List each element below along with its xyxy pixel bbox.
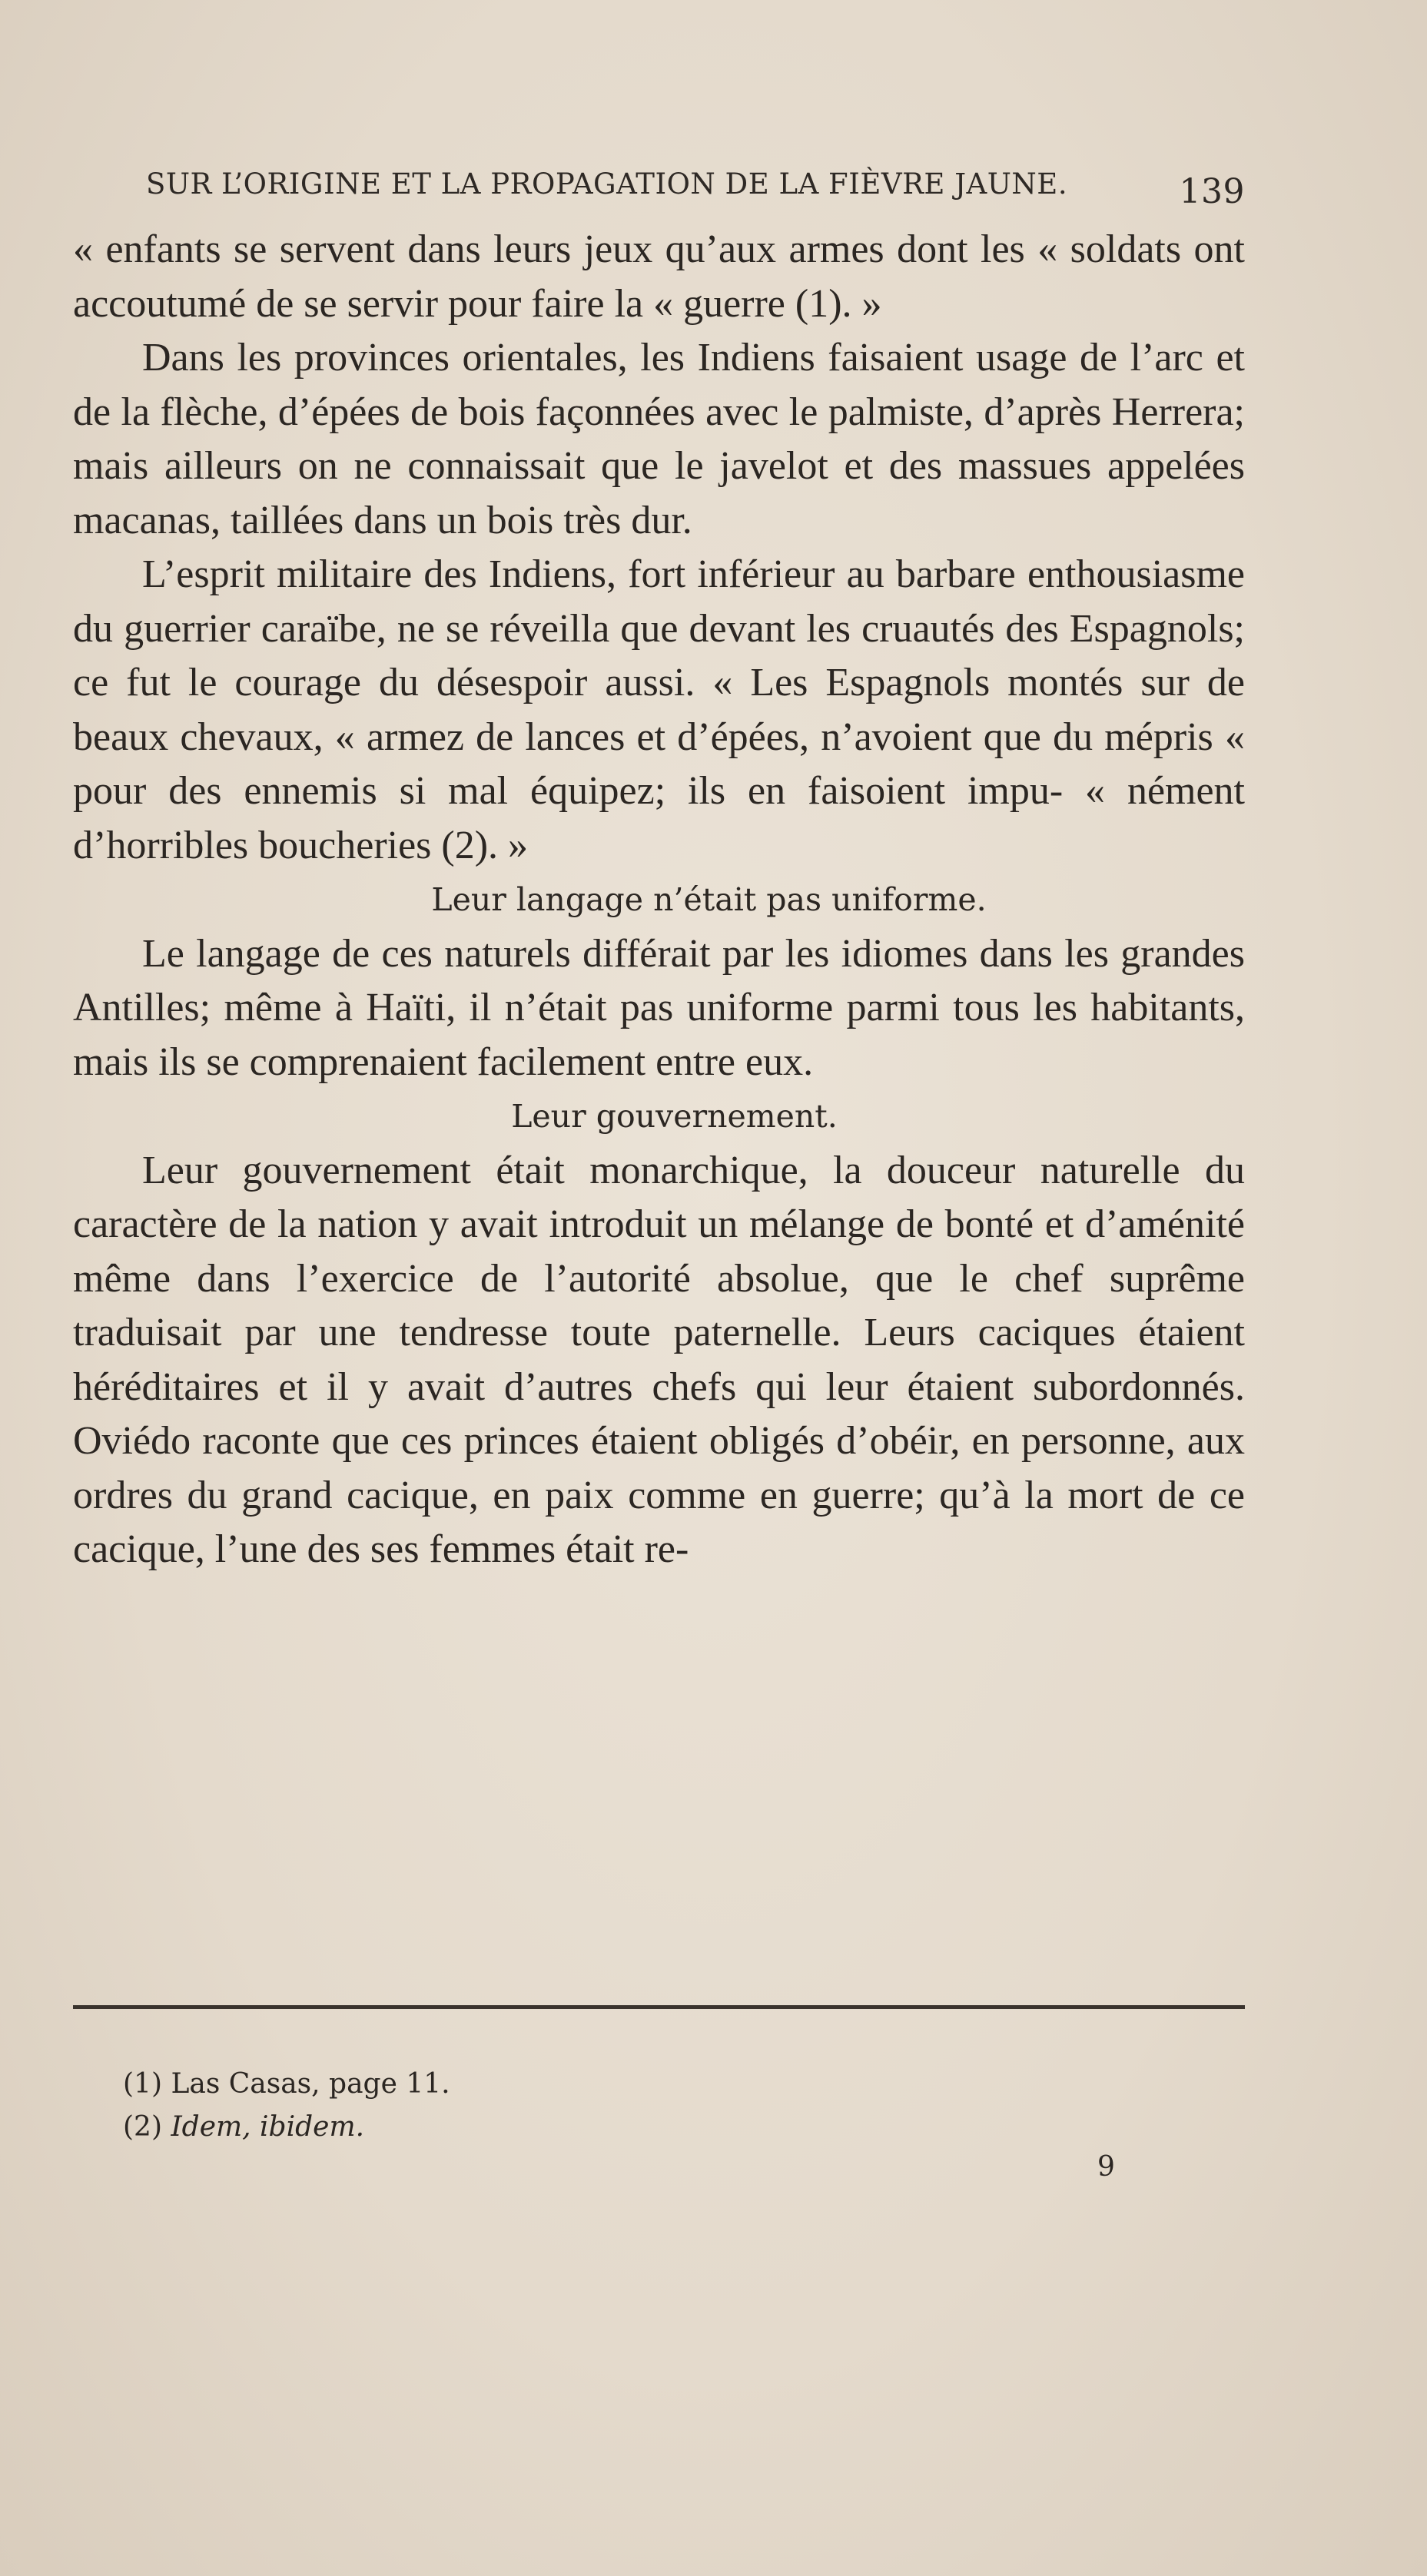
footnote-rule — [73, 2005, 1245, 2009]
section-heading-language: Leur langage n’était pas uniforme. — [431, 881, 987, 918]
paragraph-2: Dans les provinces orientales, les Indiens faisaient usage de l’arc et de la flèche, d’épées de bois façonnées avec le palmiste, d’après Herrera; mais ailleurs on ne connaissait que le javelot et des massues appelées macanas, taillées dans un bois très dur. — [73, 336, 1245, 542]
section-heading-government: Leur gouvernement. — [511, 1098, 838, 1135]
signature-mark: 9 — [1097, 2151, 1115, 2183]
page-number: 139 — [1179, 172, 1245, 211]
paragraph-government: Leur gouvernement était monarchique, la douceur naturelle du caractère de la nation y avait introduit un mélange de bonté et d’aménité même dans l’exercice de l’autorité absolue, que le chef suprême traduisait par une tendresse toute paternelle. Leurs caciques étaient héréditaires et il y avait d’autres chefs qui leur étaient subordonnés. Oviédo raconte que ces princes étaient obligés d’obéir, en personne, aux ordres du grand cacique, en paix comme en guerre; qu’à la mort de ce cacique, l’une des ses femmes était re- — [73, 1148, 1245, 1571]
body-text — [73, 223, 1245, 1577]
footnote-mark: (2) — [123, 2111, 162, 2143]
running-head — [146, 167, 1245, 211]
running-head-title: SUR L’ORIGINE ET LA PROPAGATION DE LA FIÈVRE JAUNE. — [146, 167, 1068, 201]
paragraph-3: L’esprit militaire des Indiens, fort inférieur au barbare enthousiasme du guerrier caraïbe, ne se réveilla que devant les cruautés des Espagnols; ce fut le courage du désespoir aussi. « Les Espagnols montés sur de beaux chevaux, « armez de lances et d’épées, n’avoient que du mépris « pour des ennemis si mal équipez; ils en faisoient impu- « nément d’horribles boucheries (2). » — [73, 552, 1245, 867]
footnote-text: Idem, ibidem. — [171, 2111, 365, 2143]
paragraph-1: « enfants se servent dans leurs jeux qu’aux armes dont les « soldats ont accoutumé de se servir pour faire la « guerre (1). » — [73, 227, 1245, 326]
paragraph-language: Le langage de ces naturels différait par les idiomes dans les grandes Antilles; même à Haïti, il n’était pas uniforme parmi tous les habitants, mais ils se comprenaient facilement entre eux. — [73, 931, 1245, 1084]
footnote-text: Las Casas, page 11. — [171, 2068, 450, 2100]
footnote-mark: (1) — [123, 2068, 162, 2100]
footnote-1 — [123, 2063, 1199, 2106]
footnotes — [123, 2063, 1199, 2149]
footnote-2 — [123, 2106, 1199, 2149]
